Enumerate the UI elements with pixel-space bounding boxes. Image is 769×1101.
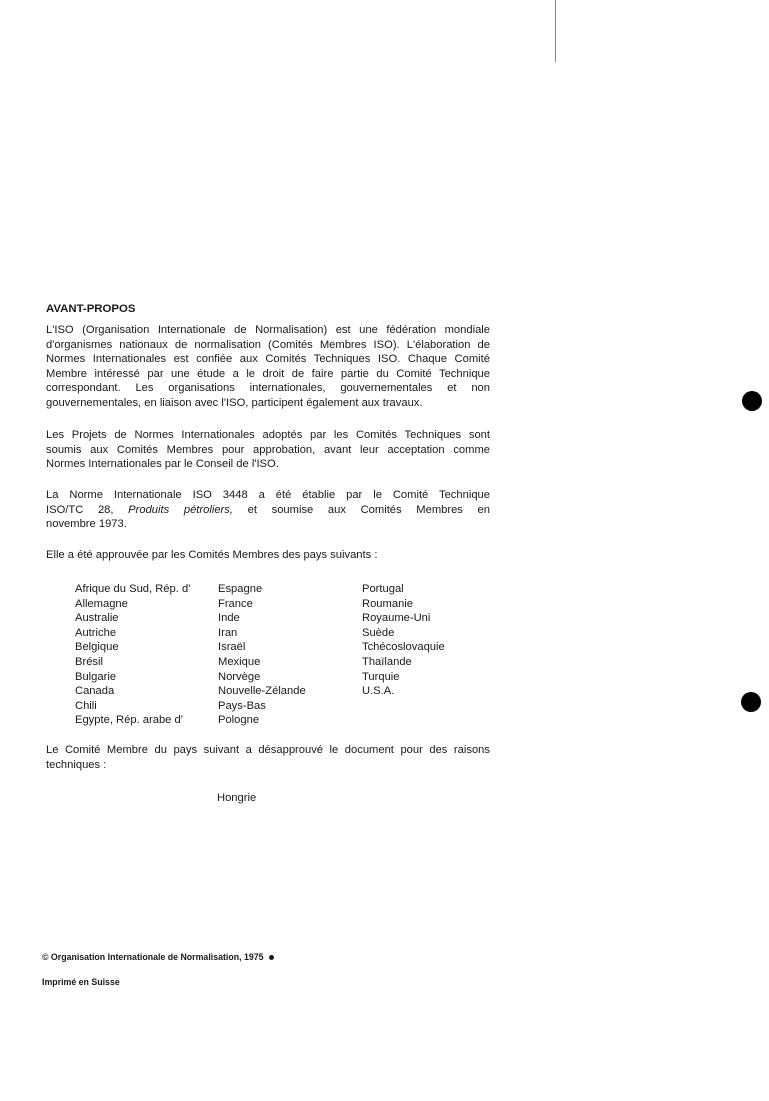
- country-item: Belgique: [75, 641, 119, 654]
- text-line: novembre 1973.: [46, 518, 127, 531]
- punch-hole-icon: [742, 391, 762, 411]
- committee-title: Produits pétroliers,: [128, 503, 233, 516]
- country-item: Royaume-Uni: [362, 612, 431, 625]
- foreword-paragraph-1: [46, 323, 490, 411]
- text-line: correspondant. Les organisations internationales, gouvernementales et non: [46, 382, 490, 395]
- copyright-text: © Organisation Internationale de Normalisation, 1975: [42, 952, 264, 962]
- bullet-icon: [269, 955, 274, 960]
- country-item: Inde: [218, 612, 240, 625]
- copyright-notice: [42, 950, 274, 965]
- country-item: Bulgarie: [75, 670, 117, 683]
- margin-rule: [555, 0, 556, 62]
- country-item: Canada: [75, 685, 115, 698]
- country-item: Iran: [218, 626, 238, 639]
- text-line: gouvernementales, en liaison avec l'ISO, participent également aux travaux.: [46, 396, 423, 409]
- country-item: Nouvelle-Zélande: [218, 685, 306, 698]
- text-fragment: et soumise aux Comités Membres en: [247, 503, 490, 516]
- country-item: Espagne: [218, 583, 263, 595]
- section-heading: AVANT-PROPOS: [46, 303, 136, 315]
- country-item: Pays-Bas: [218, 699, 266, 712]
- country-item: Roumanie: [362, 597, 413, 610]
- text-line: L'ISO (Organisation Internationale de Normalisation) est une fédération mondiale: [46, 324, 490, 336]
- text-line: Normes Internationales par le Conseil de l'ISO.: [46, 458, 279, 471]
- country-item: Autriche: [75, 626, 117, 639]
- disapproving-country: Hongrie: [217, 792, 257, 804]
- country-item: Israël: [218, 641, 246, 654]
- country-item: Egypte, Rép. arabe d': [75, 714, 183, 727]
- country-item: Afrique du Sud, Rép. d': [75, 583, 191, 595]
- text-line: La Norme Internationale ISO 3448 a été établie par le Comité Technique: [46, 489, 490, 501]
- country-item: U.S.A.: [362, 685, 395, 698]
- country-item: Brésil: [75, 655, 103, 668]
- country-item: Chili: [75, 699, 97, 712]
- text-line: techniques :: [46, 758, 107, 771]
- approval-intro: Elle a été approuvée par les Comités Membres des pays suivants :: [46, 549, 378, 561]
- text-line: d'organismes nationaux de normalisation (Comités Membres ISO). L'élaboration de: [46, 338, 490, 351]
- text-line: soumis aux Comités Membres pour approbation, avant leur acceptation comme: [46, 443, 490, 456]
- country-column-2: [218, 582, 306, 728]
- punch-hole-icon: [741, 692, 761, 712]
- country-item: Portugal: [362, 583, 404, 595]
- country-item: Norvège: [218, 670, 261, 683]
- country-item: France: [218, 597, 253, 610]
- printed-in: Imprimé en Suisse: [42, 977, 120, 987]
- country-item: Suède: [362, 626, 395, 639]
- text-line: Le Comité Membre du pays suivant a désapprouvé le document pour des raisons: [46, 744, 490, 756]
- text-line: Les Projets de Normes Internationales adoptés par les Comités Techniques sont: [46, 429, 490, 441]
- text-line: [46, 503, 490, 518]
- country-item: Tchécoslovaquie: [362, 641, 445, 654]
- country-column-3: [362, 582, 445, 699]
- text-line: Normes Internationales est confiée aux Comités Techniques ISO. Chaque Comité: [46, 353, 490, 366]
- country-item: Turquie: [362, 670, 400, 683]
- country-item: Thaïlande: [362, 655, 412, 668]
- country-item: Australie: [75, 612, 119, 625]
- foreword-paragraph-2: [46, 428, 490, 472]
- country-item: Pologne: [218, 714, 260, 727]
- country-column-1: [75, 582, 190, 728]
- country-item: Allemagne: [75, 597, 128, 610]
- committee-ref: ISO/TC 28,: [46, 503, 114, 516]
- foreword-paragraph-3: [46, 488, 490, 532]
- disapproval-paragraph: [46, 743, 490, 772]
- text-line: Membre intéressé par une étude a le droit de faire partie du Comité Technique: [46, 367, 490, 380]
- country-item: Mexique: [218, 655, 261, 668]
